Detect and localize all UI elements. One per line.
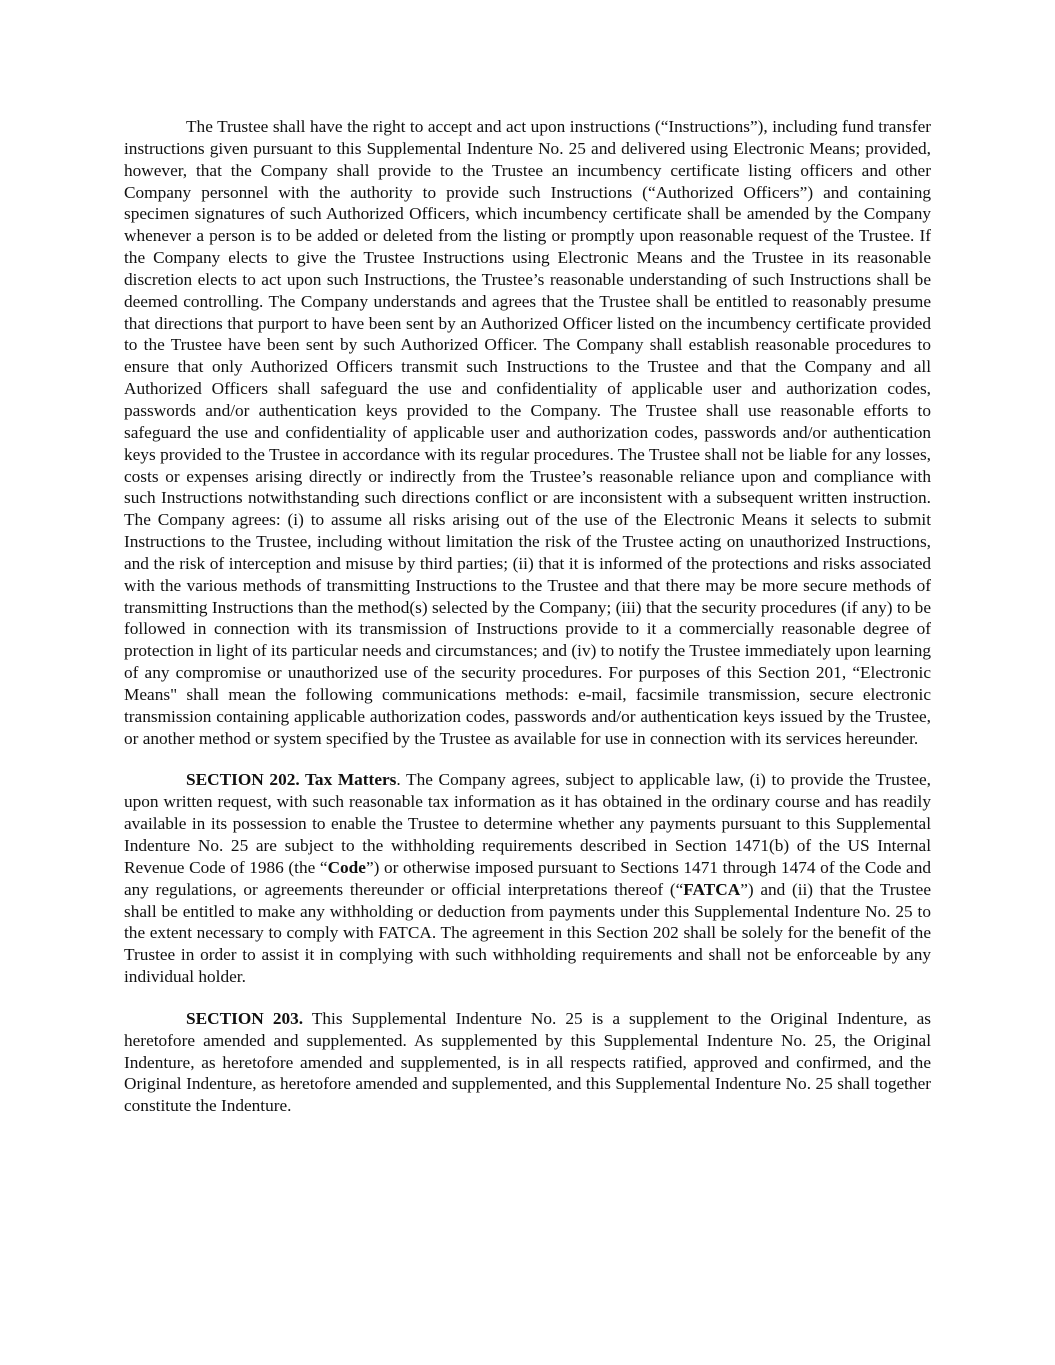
paragraph-electronic-means: The Trustee shall have the right to accept and act upon instructions (“Instructions”), including fund transfer instructions given pursuant to this Supplemental Indenture No. 25 and delivered using Electronic Means; provided, however, that the Company shall provide to the Trustee an incumbency certificate listing officers and other Company personnel with the authority to provide such Instructions (“Authorized Officers”) and containing specimen signatures of such Authorized Officers, which incumbency certificate shall be amended by the Company whenever a person is to be added or deleted from the listing or promptly upon reasonable request of the Trustee. If the Company elects to give the Trustee Instructions using Electronic Means and the Trustee in its reasonable discretion elects to act upon such Instructions, the Trustee’s reasonable understanding of such Instructions shall be deemed controlling. The Company understands and agrees that the Trustee shall be entitled to reasonably presume that directions that purport to have been sent by an Authorized Officer listed on the incumbency certificate provided to the Trustee have been sent by such Authorized Officer. The Company shall establish reasonable procedures to ensure that only Authorized Officers transmit such Instructions to the Trustee and that the Company and all Authorized Officers shall safeguard the use and confidentiality of applicable user and authorization codes, passwords and/or authentication keys provided to the Company. The Trustee shall use reasonable efforts to safeguard the use and confidentiality of applicable user and authorization codes, passwords and/or authentication keys provided to the Trustee in accordance with its regular procedures. The Trustee shall not be liable for any losses, costs or expenses arising directly or indirectly from the Trustee’s reasonable reliance upon and compliance with such Instructions notwithstanding such directions conflict or are inconsistent with a subsequent written instruction. The Company agrees: (i) to assume all risks arising out of the use of the Electronic Means it selects to submit Instructions to the Trustee, including without limitation the risk of the Trustee acting on unauthorized Instructions, and the risk of interception and misuse by third parties; (ii) that it is informed of the protections and risks associated with the various methods of transmitting Instructions to the Trustee and that there may be more secure methods of transmitting Instructions than the method(s) selected by the Company; (iii) that the security procedures (if any) to be followed in connection with its transmission of Instructions provide to it a commercially reasonable degree of protection in light of its particular needs and circumstances; and (iv) to notify the Trustee immediately upon learning of any compromise or unauthorized use of the security procedures. For purposes of this Section 201, “Electronic Means" shall mean the following communications methods: e-mail, facsimile transmission, secure electronic transmission containing applicable authorization codes, passwords and/or authentication keys issued by the Trustee, or another method or system specified by the Trustee as available for use in connection with its services hereunder. bbox=[124, 117, 931, 748]
section-203-heading: SECTION 203. bbox=[186, 1008, 304, 1028]
section-202-text-part-2: ”) or otherwise imposed pursuant to Sections 1471 through 1474 of the Code and any regulations, or agreements thereunder or official interpretations thereof (“ bbox=[124, 857, 931, 899]
document-page bbox=[124, 116, 931, 1117]
section-202-heading: SECTION 202. Tax Matters bbox=[186, 770, 397, 790]
defined-term-fatca: FATCA bbox=[683, 879, 741, 899]
defined-term-code: Code bbox=[327, 857, 366, 877]
section-203-paragraph bbox=[124, 1008, 931, 1117]
section-202-text-part-3: ”) and (ii) that the Trustee shall be entitled to make any withholding or deduction from payments under this Supplemental Indenture No. 25 to the extent necessary to comply with FATCA. The agreement in this Section 202 shall be solely for the benefit of the Trustee in order to assist it in complying with such withholding requirements and shall not be enforceable by any individual holder. bbox=[124, 879, 932, 987]
section-202-text-part-1: . The Company agrees, subject to applicable law, (i) to provide the Trustee, upon written request, with such reasonable tax information as it has obtained in the ordinary course and has readily available in its possession to enable the Trustee to determine whether any payments pursuant to this Supplemental Indenture No. 25 are subject to the withholding requirements described in Section 1471(b) of the US Internal Revenue Code of 1986 (the “ bbox=[124, 770, 931, 877]
section-202-paragraph bbox=[124, 769, 931, 987]
section-203-text: This Supplemental Indenture No. 25 is a supplement to the Original Indenture, as heretofore amended and supplemented. As supplemented by this Supplemental Indenture No. 25, the Original Indenture, as heretofore amended and supplemented, is in all respects ratified, approved and confirmed, and the Original Indenture, as heretofore amended and supplemented, and this Supplemental Indenture No. 25 shall together constitute the Indenture. bbox=[124, 1008, 932, 1116]
